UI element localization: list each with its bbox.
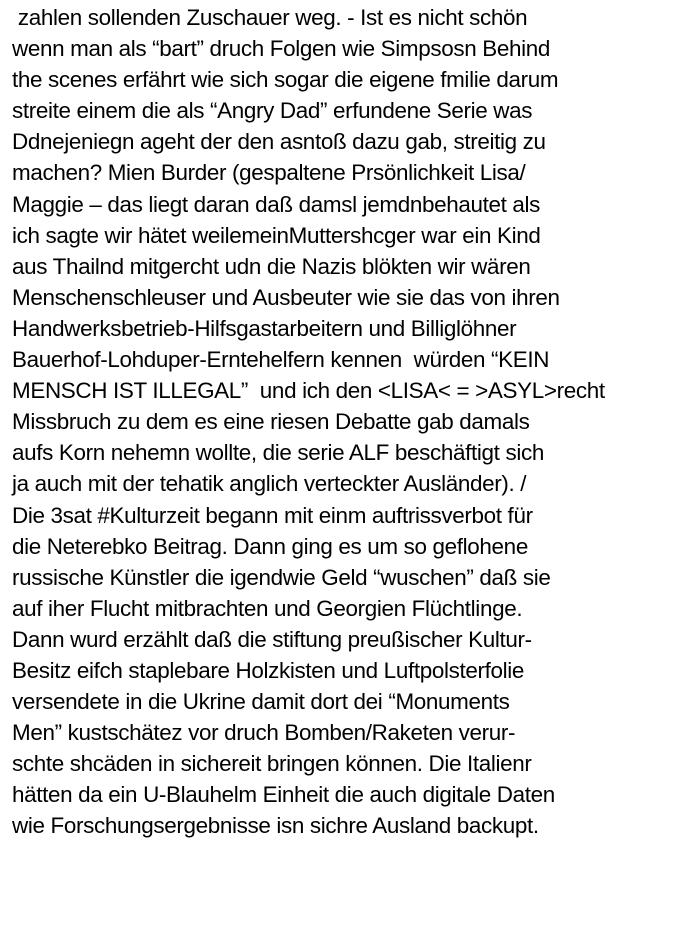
text-line: auf iher Flucht mitbrachten und Georgien Flüchtlinge. (12, 595, 523, 621)
text-line: wie Forschungsergebnisse isn sichre Ausland backupt. (12, 813, 539, 839)
text-line: Handwerksbetrieb-Hilfsgastarbeitern und Billiglöhner (12, 315, 517, 341)
text-line: Missbruch zu dem es eine riesen Debatte gab damals (12, 409, 530, 435)
text-line: Menschenschleuser und Ausbeuter wie sie das von ihren (12, 284, 560, 310)
text-line: ja auch mit der tehatik anglich verteckter Ausländer). / (12, 471, 527, 497)
text-line: aufs Korn nehemn wollte, die serie ALF beschäftigt sich (12, 440, 544, 466)
text-line: Ddnejeniegn ageht der den asntoß dazu gab, streitig zu (12, 129, 546, 155)
text-line: Bauerhof-Lohduper-Erntehelfern kennen würden “KEIN (12, 347, 550, 373)
text-line: ich sagte wir hätet weilemeinMuttershcger war ein Kind (12, 222, 541, 248)
text-line: Maggie – das liegt daran daß damsl jemdnbehautet als (12, 191, 541, 217)
text-line: wenn man als “bart” druch Folgen wie Simpsosn Behind (12, 36, 550, 62)
text-line: MENSCH IST ILLEGAL” und ich den <LISA< = >ASYL>recht (12, 378, 605, 404)
body-text (12, 2, 682, 842)
text-line: schte shcäden in sichereit bringen können. Die Italienr (12, 751, 532, 777)
text-line: Besitz eifch staplebare Holzkisten und Luftpolsterfolie (12, 657, 525, 683)
text-line: the scenes erfährt wie sich sogar die eigene fmilie darum (12, 67, 559, 93)
text-line: hätten da ein U-Blauhelm Einheit die auch digitale Daten (12, 782, 555, 808)
text-line: Men” kustschätez vor druch Bomben/Raketen verur- (12, 720, 516, 746)
text-line: machen? Mien Burder (gespaltene Prsönlichkeit Lisa/ (12, 160, 526, 186)
text-line: zahlen sollenden Zuschauer weg. - Ist es nicht schön (12, 5, 528, 30)
text-line: die Neterebko Beitrag. Dann ging es um so geflohene (12, 533, 528, 559)
text-line: streite einem die als “Angry Dad” erfundene Serie was (12, 98, 533, 124)
text-line: aus Thailnd mitgercht udn die Nazis blökten wir wären (12, 253, 531, 279)
text-line: russische Künstler die igendwie Geld “wuschen” daß sie (12, 564, 551, 590)
text-line: Dann wurd erzählt daß die stiftung preußischer Kultur- (12, 626, 532, 652)
text-line: Die 3sat #Kulturzeit begann mit einm auftrissverbot für (12, 502, 533, 528)
text-line: versendete in die Ukrine damit dort dei “Monuments (12, 689, 510, 715)
